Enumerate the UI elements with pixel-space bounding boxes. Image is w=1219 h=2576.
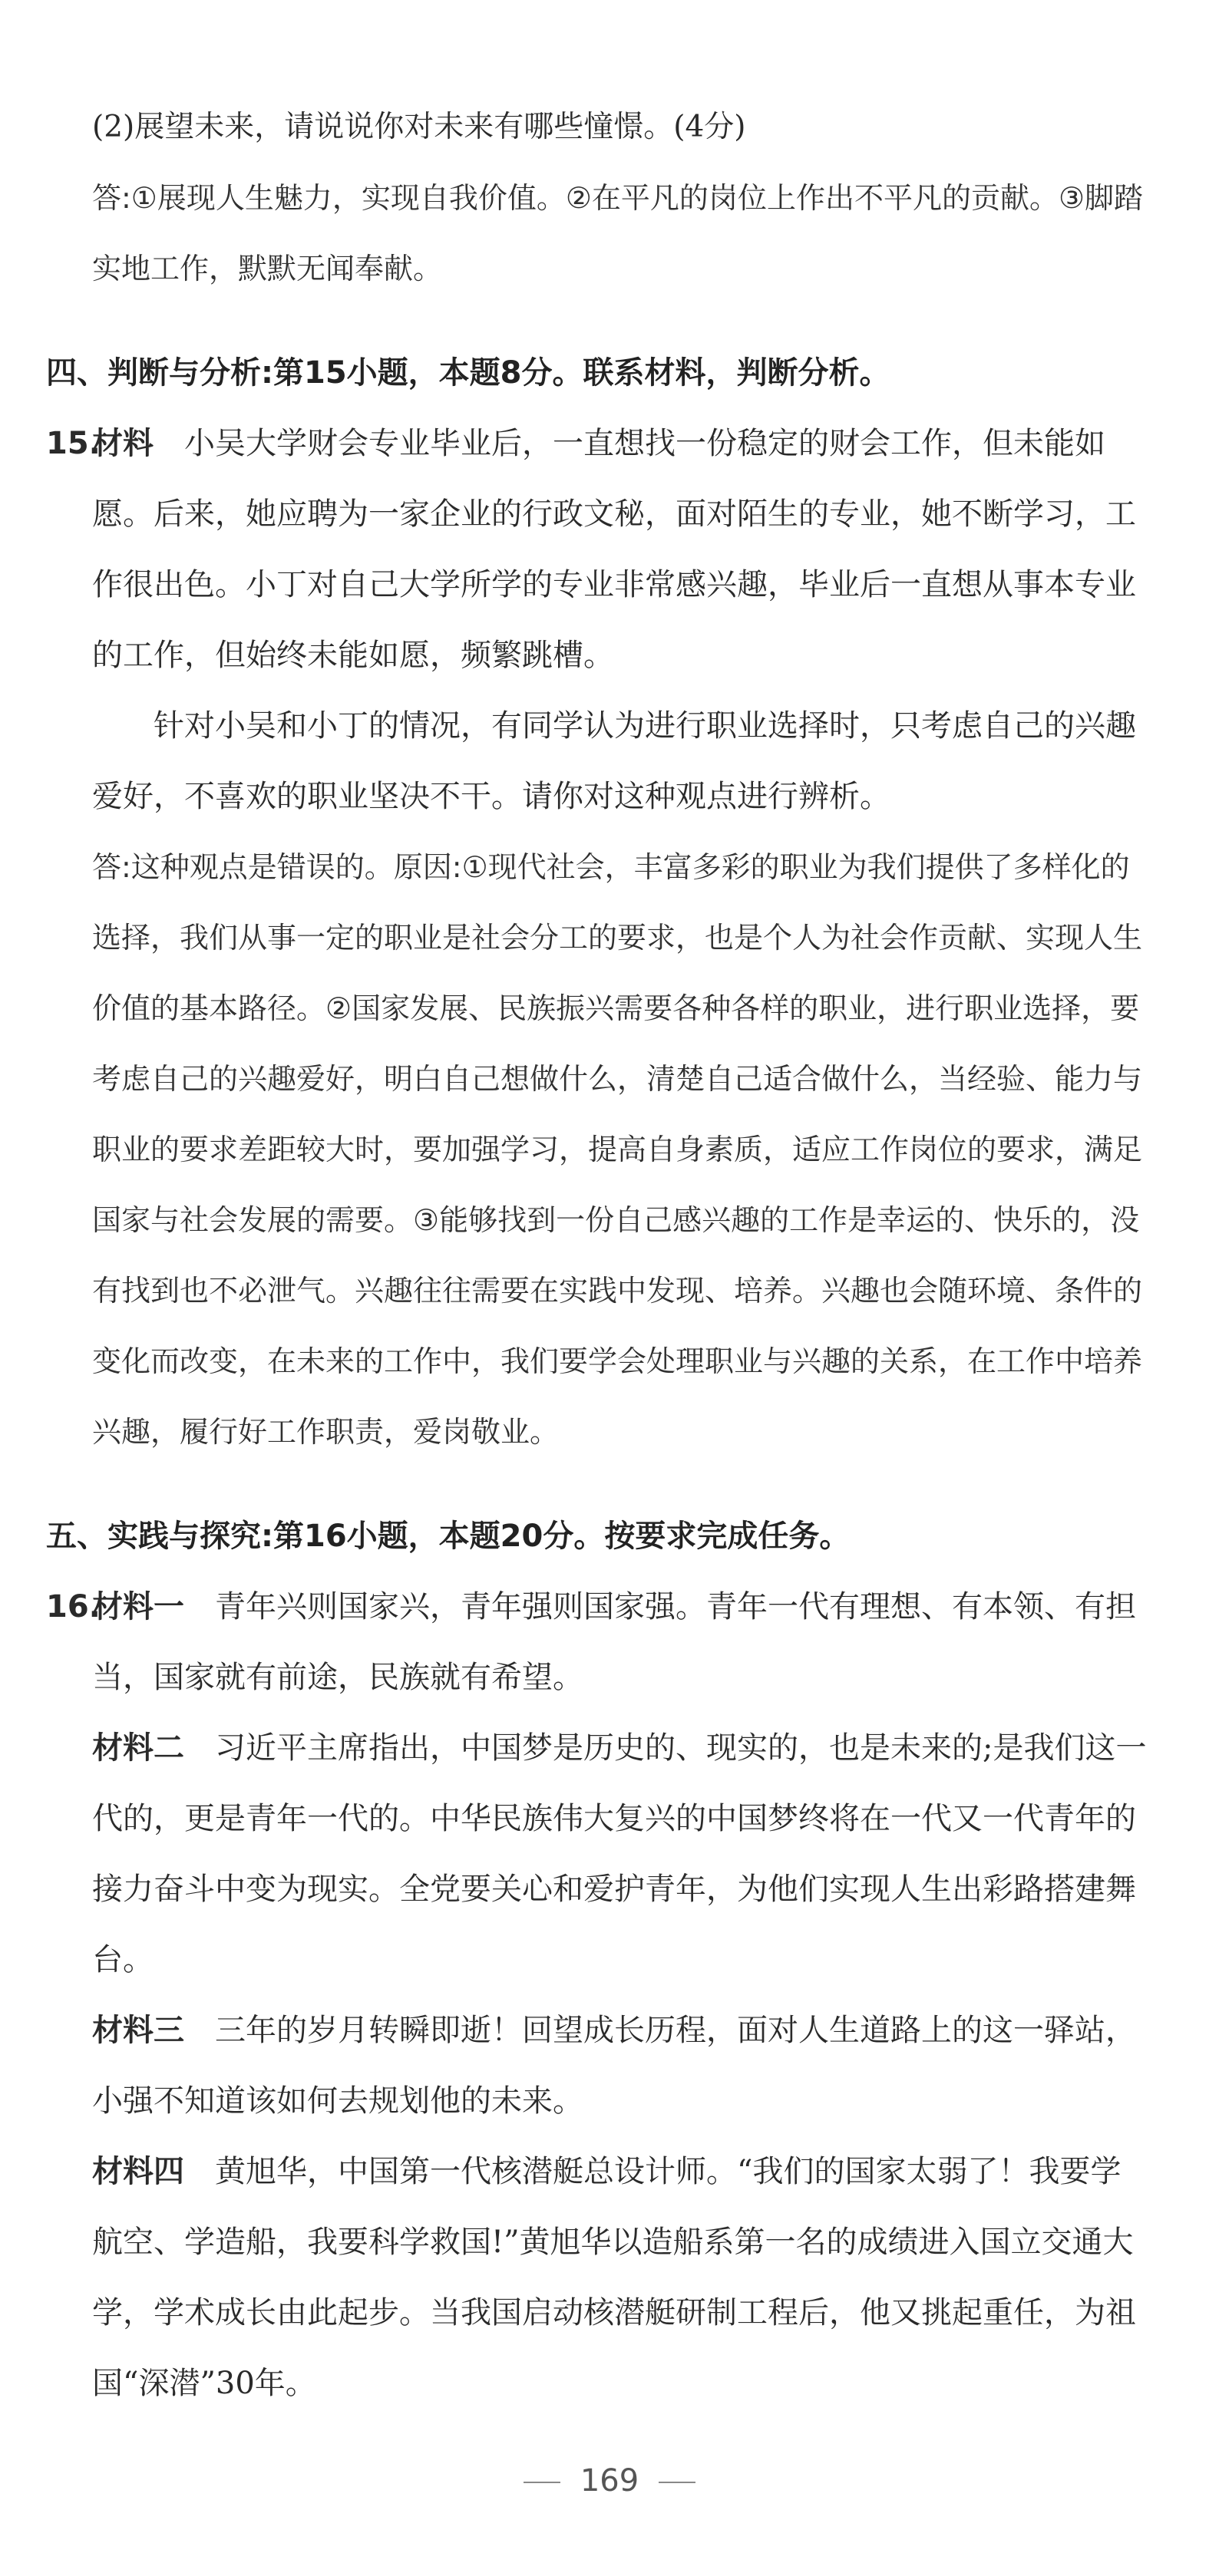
material-2-text: 习近平主席指出，中国梦是历史的、现实的，也是未来的;是我们这一代的，更是青年一代的。中华民族伟大复兴的中国梦终将在一代又一代青年的接力奋斗中变为现实。全党要关心和爱护青年，为他们实现人生出彩路搭建舞台。 [92,1730,1147,1977]
section-4-title: 四、判断与分析:第15小题，本题8分。联系材料，判断分析。 [46,355,890,391]
material-1-text: 青年兴则国家兴，青年强则国家强。青年一代有理想、有本领、有担当，国家就有前途，民族就有希望。 [92,1589,1136,1695]
material-3-label: 材料三 [92,2013,184,2048]
material-2 [46,1713,1150,1995]
question-2-text: (2)展望未来，请说说你对未来有哪些憧憬。(4分) [92,110,746,144]
material-2-label: 材料二 [92,1730,184,1766]
question-15-number: 15. [46,426,101,461]
question-15-answer: 答:这种观点是错误的。原因:①现代社会，丰富多彩的职业为我们提供了多样化的选择，我们从事一定的职业是社会分工的要求，也是个人为社会作贡献、实现人生价值的基本路径。②国家发展、民族振兴需要各种各样的职业，进行职业选择，要考虑自己的兴趣爱好，明白自己想做什么，清楚自己适合做什么，当经验、能力与职业的要求差距较大时，要加强学习，提高自身素质，适应工作岗位的要求，满足国家与社会发展的需要。③能够找到一份自己感兴趣的工作是幸运的、快乐的，没有找到也不必泄气。兴趣往往需要在实践中发现、培养。兴趣也会随环境、条件的变化而改变，在未来的工作中，我们要学会处理职业与兴趣的关系，在工作中培养兴趣，履行好工作职责，爱岗敬业。 [92,850,1143,1449]
material-4 [46,2136,1150,2419]
question-15-prompt: 针对小吴和小丁的情况，有同学认为进行职业选择时，只考虑自己的兴趣爱好，不喜欢的职业坚决不干。请你对这种观点进行辨析。 [92,708,1136,814]
question-2-answer: 答:①展现人生魅力，实现自我价值。②在平凡的岗位上作出不平凡的贡献。③脚踏实地工作，默默无闻奉献。 [92,181,1144,285]
right-dash [659,2482,695,2483]
material-3 [46,1995,1150,2136]
question-15 [46,408,1150,691]
question-16-number: 16. [46,1589,101,1624]
question-16 [46,1572,1150,1713]
page-number-footer [0,2463,1219,2498]
question-15-material: 小吴大学财会专业毕业后，一直想找一份稳定的财会工作，但未能如愿。后来，她应聘为一家企业的行政文秘，面对陌生的专业，她不断学习，工作很出色。小丁对自己大学所学的专业非常感兴趣，毕业后一直想从事本专业的工作，但始终未能如愿，频繁跳槽。 [92,426,1136,673]
section-5-title: 五、实践与探究:第16小题，本题20分。按要求完成任务。 [46,1519,851,1554]
left-dash [524,2482,560,2483]
material-label: 材料 [92,426,154,461]
material-4-label: 材料四 [92,2154,184,2189]
material-4-text: 黄旭华，中国第一代核潜艇总设计师。“我们的国家太弱了！我要学航空、学造船，我要科学救国!”黄旭华以造船系第一名的成绩进入国立交通大学，学术成长由此起步。当我国启动核潜艇研制工程后，他又挑起重任，为祖国“深潜”30年。 [92,2154,1136,2401]
material-3-text: 三年的岁月转瞬即逝！回望成长历程，面对人生道路上的这一驿站，小强不知道该如何去规划他的未来。 [92,2013,1136,2119]
material-1-label: 材料一 [92,1589,184,1624]
page-number: 169 [580,2463,639,2498]
